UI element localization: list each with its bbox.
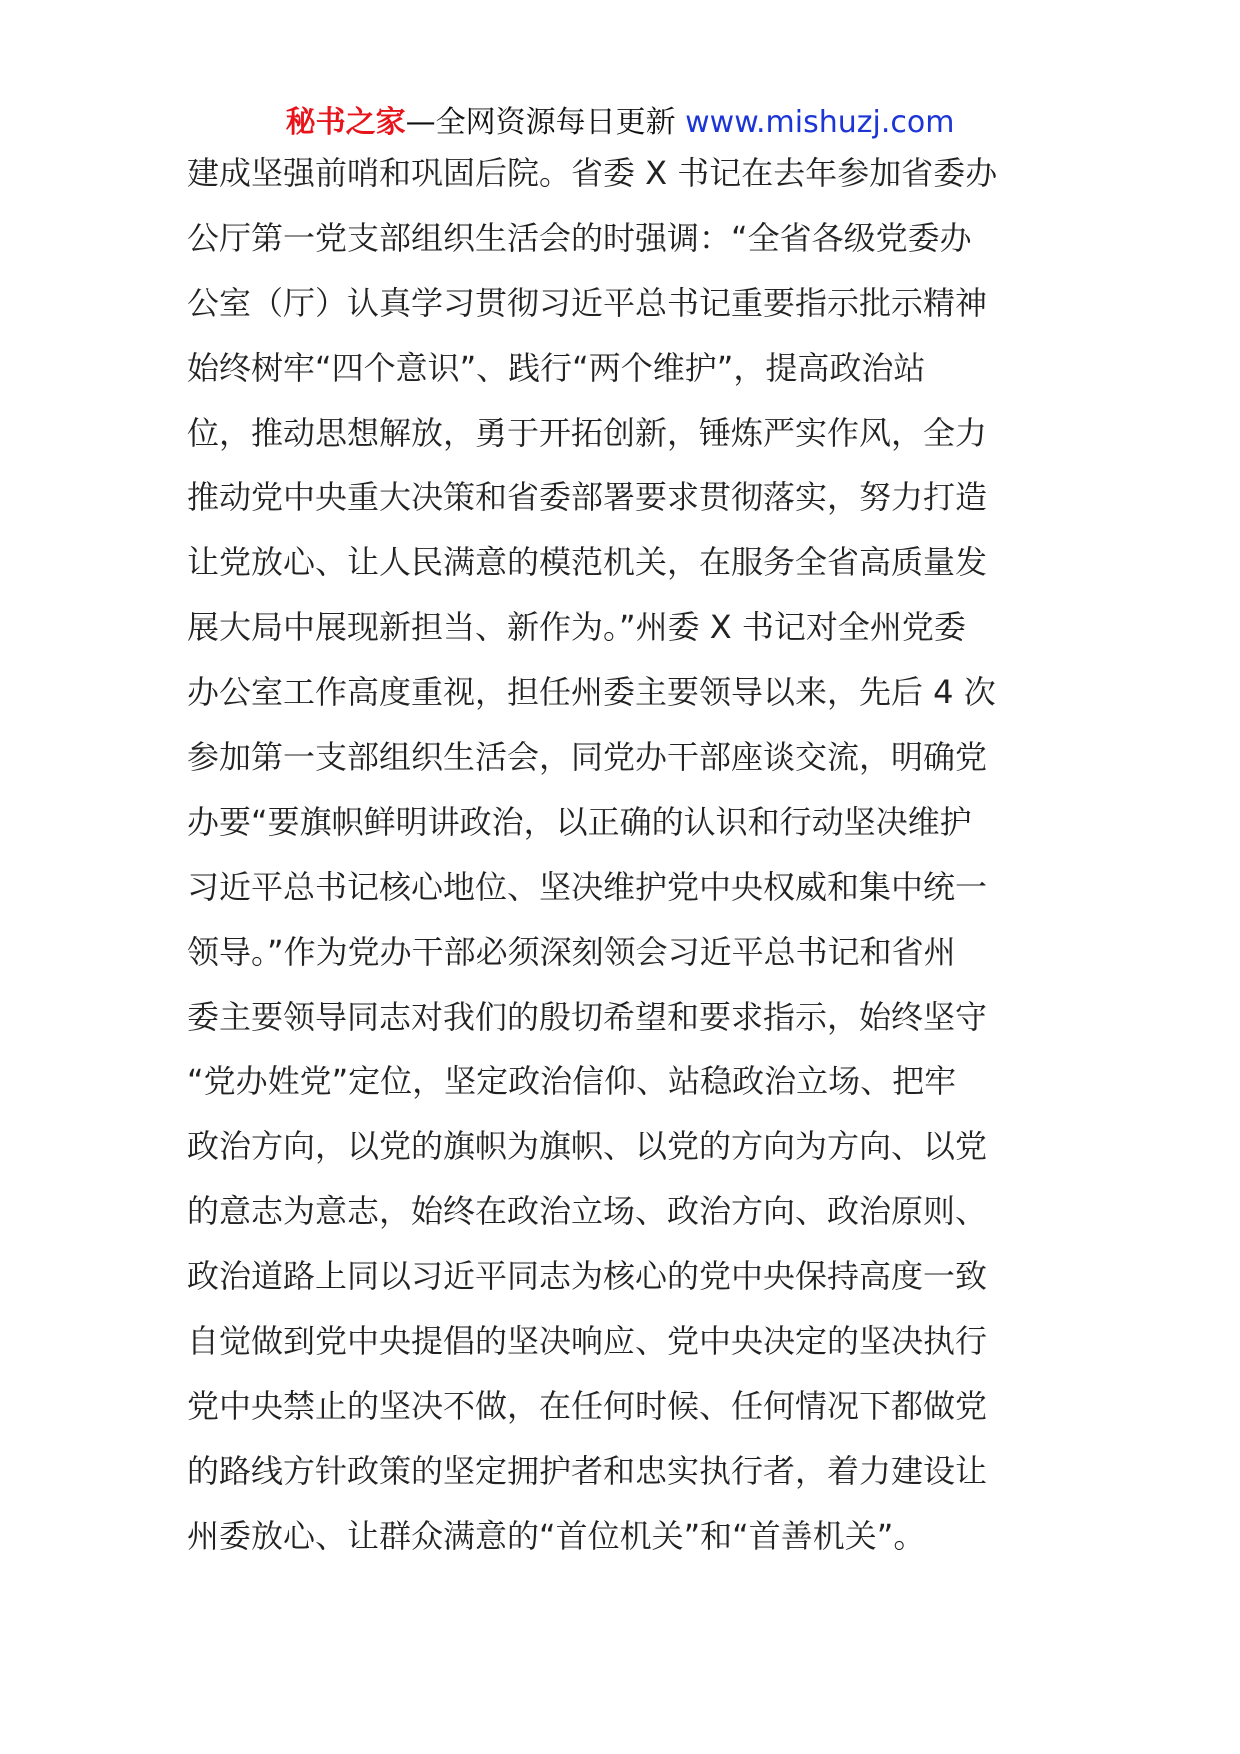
body-line: 展大局中展现新担当、新作为。”州委 X 书记对全州党委: [187, 608, 966, 647]
body-line: 的意志为意志，始终在政治立场、政治方向、政治原则、: [187, 1192, 988, 1231]
body-line: 建成坚强前哨和巩固后院。省委 X 书记在去年参加省委办: [187, 154, 998, 192]
site-brand: 秘书之家: [285, 105, 406, 140]
body-line: 位，推动思想解放，勇于开拓创新，锤炼严实作风，全力: [187, 413, 988, 452]
body-line: 公室（厅）认真学习贯彻习近平总书记重要指示批示精神: [187, 283, 988, 322]
page-header: [0, 100, 1240, 146]
body-line: 让党放心、让人民满意的模范机关，在服务全省高质量发: [187, 543, 988, 582]
body-line: 政治道路上同以习近平同志为核心的党中央保持高度一致: [187, 1257, 988, 1296]
document-body: [187, 141, 1067, 1569]
body-line: “党办姓党”定位，坚定政治信仰、站稳政治立场、把牢: [187, 1062, 957, 1101]
site-url-link[interactable]: www.mishuzj.com: [685, 105, 955, 140]
body-line: 州委放心、让群众满意的“首位机关”和“首善机关”。: [187, 1516, 926, 1555]
body-line: 参加第一支部组织生活会，同党办干部座谈交流，明确党: [187, 738, 988, 777]
body-line: 办公室工作高度重视，担任州委主要领导以来，先后 4 次: [187, 673, 996, 712]
body-line: 公厅第一党支部组织生活会的时强调：“全省各级党委办: [187, 218, 972, 257]
body-line: 始终树牢“四个意识”、践行“两个维护”，提高政治站: [187, 348, 926, 387]
body-line: 政治方向，以党的旗帜为旗帜、以党的方向为方向、以党: [187, 1127, 988, 1166]
body-line: 习近平总书记核心地位、坚决维护党中央权威和集中统一: [187, 867, 988, 906]
site-slogan: —全网资源每日更新: [405, 105, 686, 140]
body-line: 自觉做到党中央提倡的坚决响应、党中央决定的坚决执行: [187, 1322, 988, 1361]
body-line: 委主要领导同志对我们的殷切希望和要求指示，始终坚守: [187, 997, 988, 1036]
body-line: 领导。”作为党办干部必须深刻领会习近平总书记和省州: [187, 932, 956, 971]
body-line: 办要“要旗帜鲜明讲政治，以正确的认识和行动坚决维护: [187, 802, 972, 841]
body-line: 党中央禁止的坚决不做，在任何时候、任何情况下都做党: [187, 1386, 988, 1425]
body-line: 推动党中央重大决策和省委部署要求贯彻落实，努力打造: [187, 478, 988, 517]
body-line: 的路线方针政策的坚定拥护者和忠实执行者，着力建设让: [187, 1451, 988, 1490]
